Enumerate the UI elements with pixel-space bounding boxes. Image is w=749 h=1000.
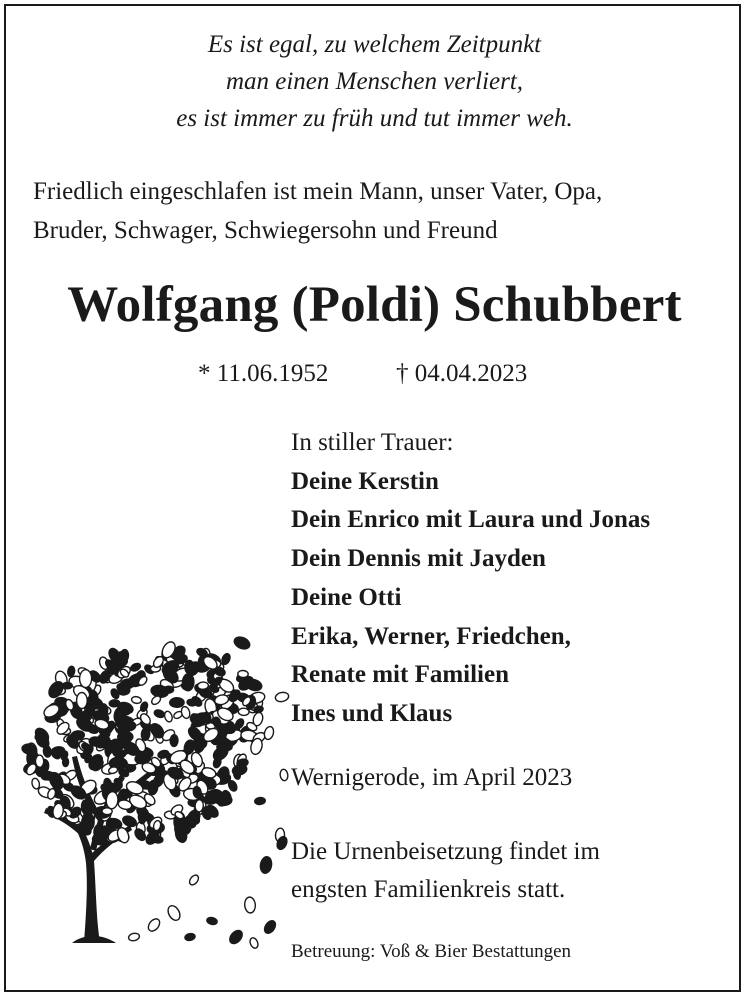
place-date: Wernigerode, im April 2023 [291, 764, 573, 791]
intro-text [33, 172, 602, 250]
poem [0, 26, 749, 137]
burial-line: Die Urnenbeisetzung findet im [291, 838, 600, 865]
mourner-name: Deine Otti [291, 583, 402, 611]
death-date: † 04.04.2023 [396, 360, 528, 387]
undertaker-credit: Betreuung: Voß & Bier Bestattungen [291, 941, 572, 962]
birth-date: * 11.06.1952 [198, 360, 329, 387]
poem-line: es ist immer zu früh und tut immer weh. [176, 105, 573, 132]
mourner-name: Deine Kerstin [291, 467, 439, 495]
burial-line: engsten Familienkreis statt. [291, 876, 566, 903]
mourner-name: Dein Enrico mit Laura und Jonas [291, 506, 651, 534]
mourner-name: Ines und Klaus [291, 699, 453, 727]
burial-notice [291, 833, 600, 909]
mourner-name: Dein Dennis mit Jayden [291, 545, 546, 573]
poem-line: Es ist egal, zu welchem Zeitpunkt [207, 31, 542, 58]
windblown-tree-icon [14, 625, 294, 955]
poem-line: man einen Menschen verliert, [225, 68, 524, 95]
mourners-heading: In stiller Trauer: [291, 429, 454, 456]
intro-line: Friedlich eingeschlafen ist mein Mann, unser Vater, Opa, [33, 178, 603, 205]
mourner-name: Renate mit Familien [291, 661, 510, 689]
mourner-name: Erika, Werner, Friedchen, [291, 622, 571, 650]
mourners-list [291, 424, 650, 734]
intro-line: Bruder, Schwager, Schwiegersohn und Freund [33, 217, 498, 244]
deceased-name: Wolfgang (Poldi) Schubbert [67, 277, 682, 333]
